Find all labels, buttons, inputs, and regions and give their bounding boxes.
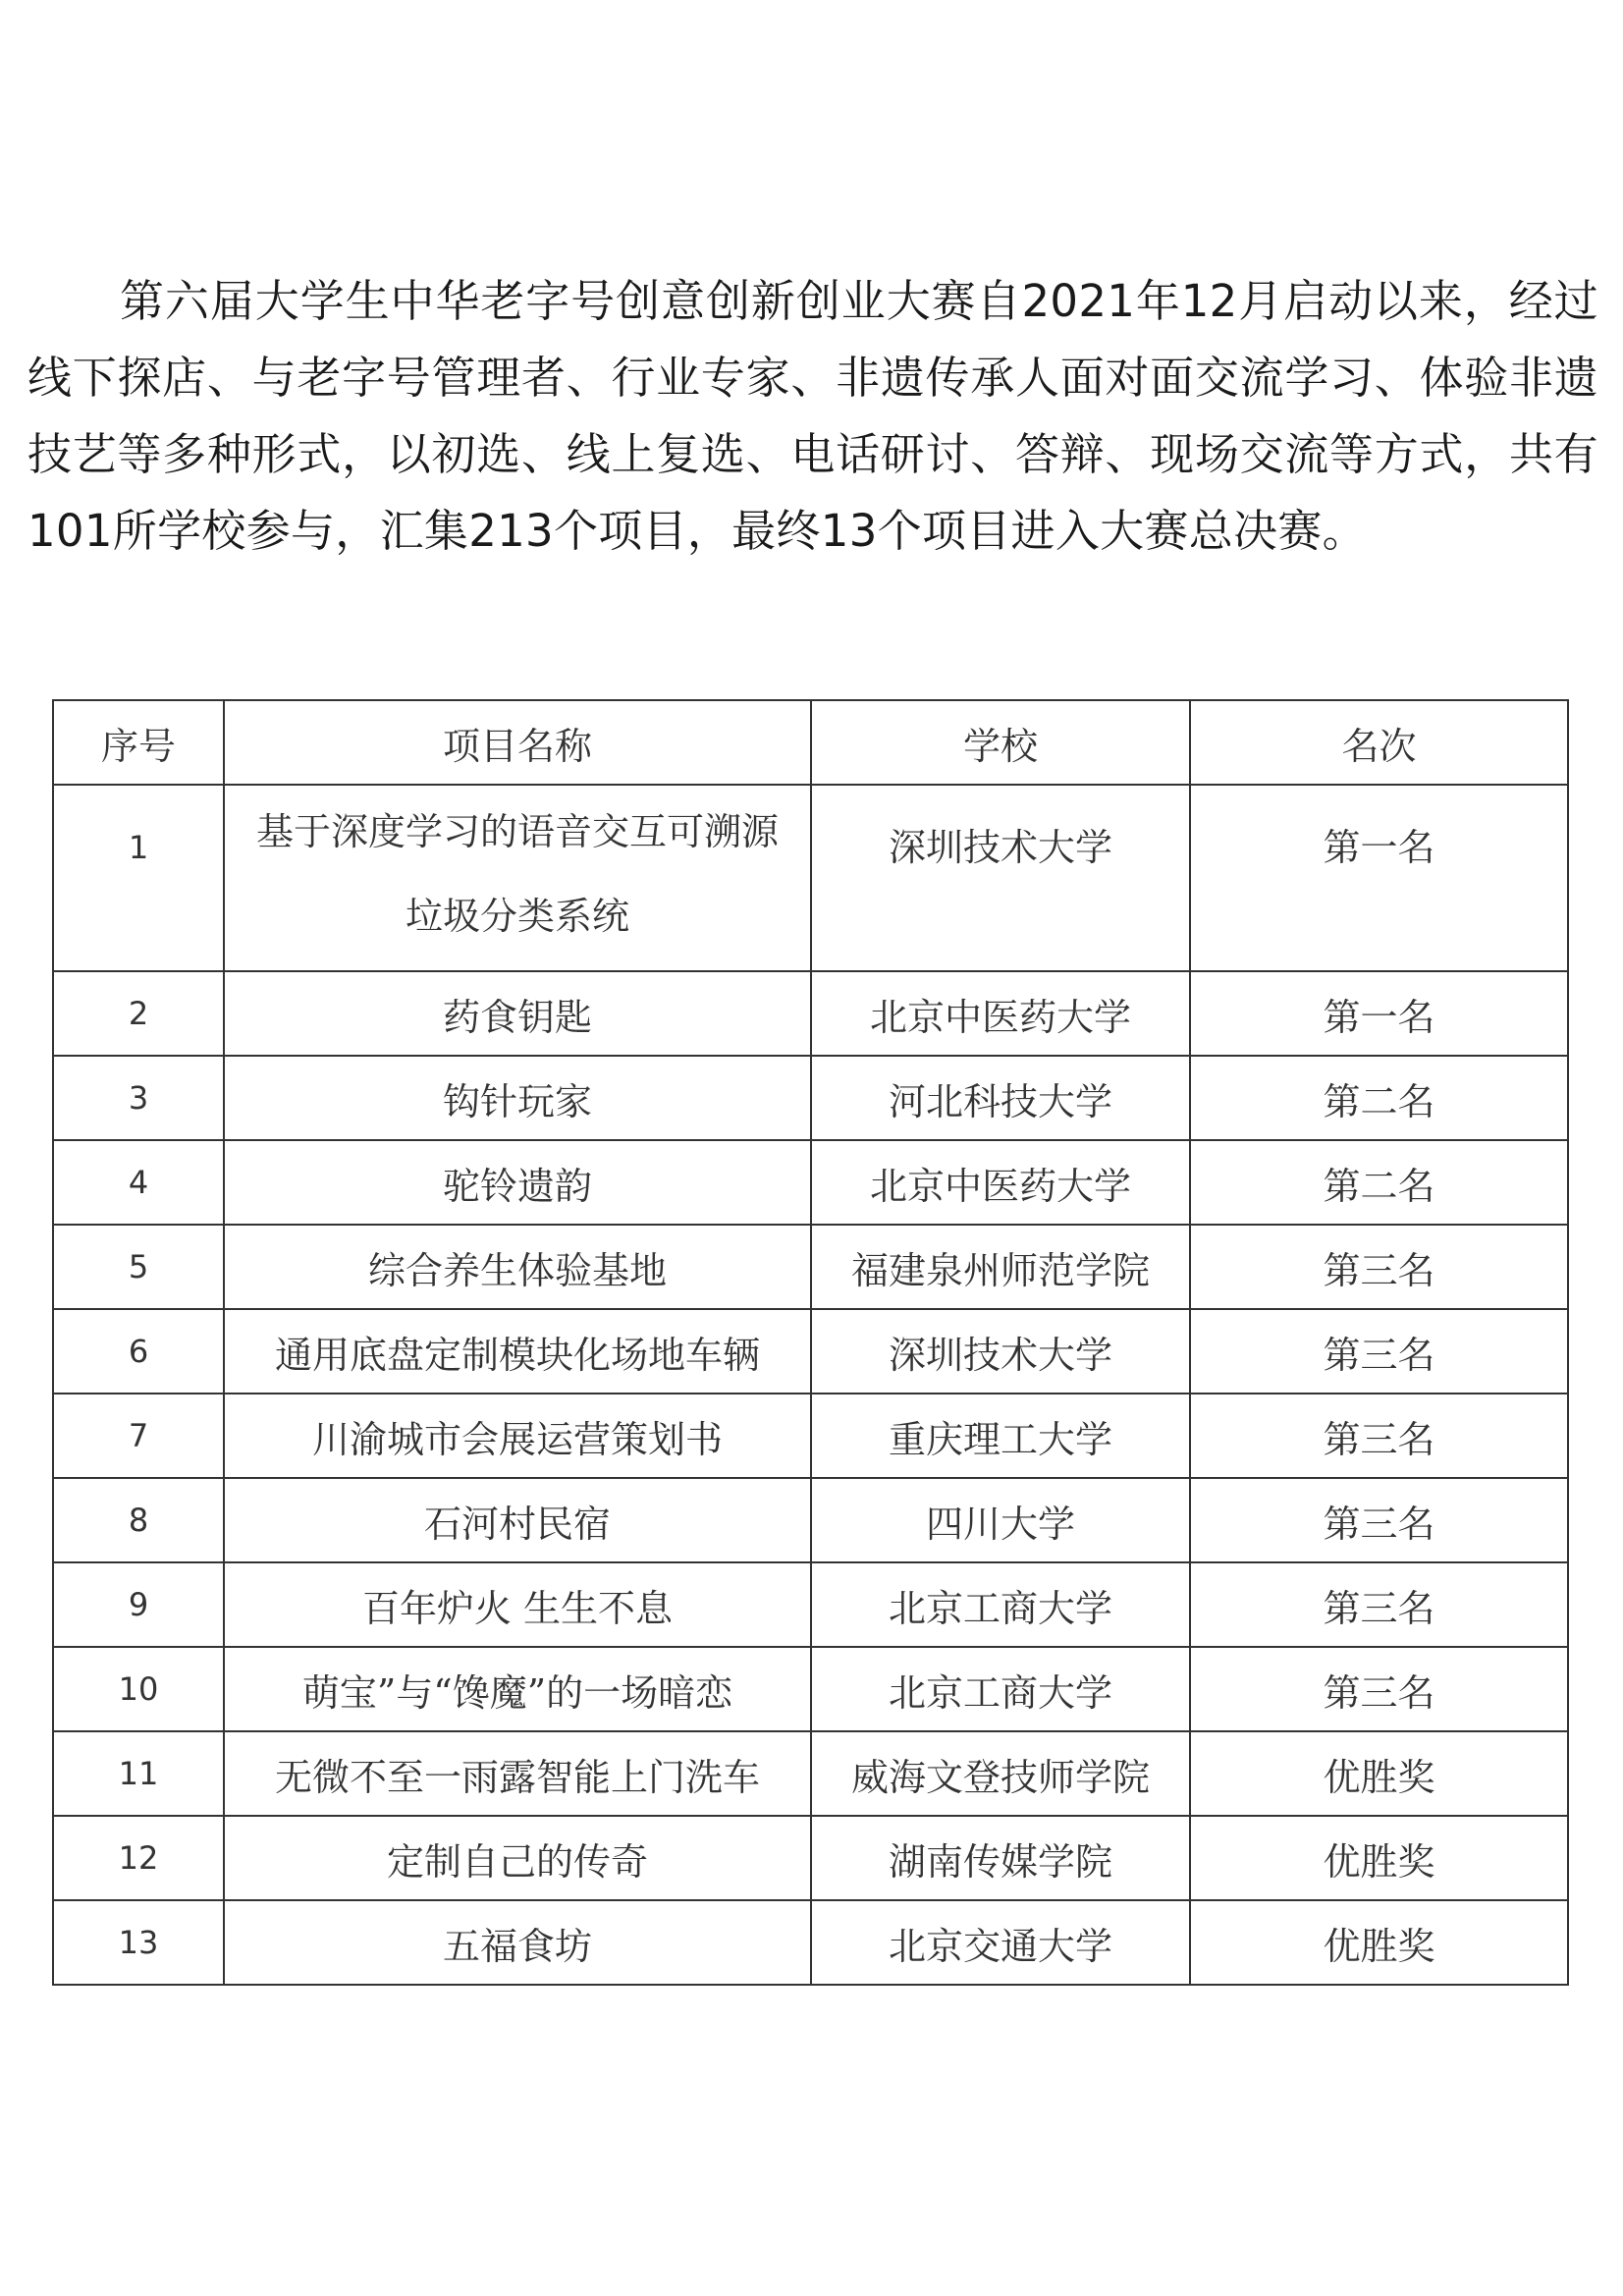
table-row — [53, 1309, 1568, 1394]
header-no: 序号 — [53, 700, 224, 785]
header-project-name: 项目名称 — [224, 700, 811, 785]
cell-project-name: 通用底盘定制模块化场地车辆 — [224, 1309, 811, 1394]
table-row — [53, 1816, 1568, 1900]
cell-project-name: 萌宝”与“馋魔”的一场暗恋 — [224, 1647, 811, 1731]
cell-rank: 优胜奖 — [1190, 1816, 1568, 1900]
cell-no: 12 — [53, 1816, 224, 1900]
cell-project-name: 驼铃遗韵 — [224, 1140, 811, 1225]
header-school: 学校 — [811, 700, 1190, 785]
cell-project-name: 药食钥匙 — [224, 971, 811, 1056]
cell-rank: 第二名 — [1190, 1056, 1568, 1140]
cell-no: 9 — [53, 1562, 224, 1647]
cell-rank: 优胜奖 — [1190, 1900, 1568, 1985]
cell-school: 北京工商大学 — [811, 1562, 1190, 1647]
cell-no: 7 — [53, 1394, 224, 1478]
cell-no: 5 — [53, 1225, 224, 1309]
cell-project-name: 无微不至一雨露智能上门洗车 — [224, 1731, 811, 1816]
intro-paragraph: 第六届大学生中华老字号创意创新创业大赛自2021年12月启动以来，经过线下探店、与老字号管理者、行业专家、非遗传承人面对面交流学习、体验非遗技艺等多种形式，以初选、线上复选、电话研讨、答辩、现场交流等方式，共有101所学校参与，汇集213个项目，最终13个项目进入大赛总决赛。 — [27, 275, 1598, 557]
cell-rank: 第三名 — [1190, 1478, 1568, 1562]
cell-project-name: 百年炉火 生生不息 — [224, 1562, 811, 1647]
cell-rank: 第三名 — [1190, 1394, 1568, 1478]
cell-no: 1 — [53, 785, 224, 971]
header-rank: 名次 — [1190, 700, 1568, 785]
table-row — [53, 1225, 1568, 1309]
cell-school: 四川大学 — [811, 1478, 1190, 1562]
table-row — [53, 1056, 1568, 1140]
cell-school: 深圳技术大学 — [811, 785, 1190, 971]
cell-project-name: 基于深度学习的语音交互可溯源垃圾分类系统 — [224, 785, 811, 971]
cell-rank: 优胜奖 — [1190, 1731, 1568, 1816]
cell-school: 北京中医药大学 — [811, 971, 1190, 1056]
cell-project-name: 川渝城市会展运营策划书 — [224, 1394, 811, 1478]
cell-no: 13 — [53, 1900, 224, 1985]
cell-no: 8 — [53, 1478, 224, 1562]
cell-school: 河北科技大学 — [811, 1056, 1190, 1140]
cell-no: 3 — [53, 1056, 224, 1140]
cell-school: 湖南传媒学院 — [811, 1816, 1190, 1900]
table-row — [53, 1562, 1568, 1647]
cell-no: 2 — [53, 971, 224, 1056]
table-row — [53, 1647, 1568, 1731]
cell-school: 北京工商大学 — [811, 1647, 1190, 1731]
table-header-row — [53, 700, 1568, 785]
cell-rank: 第三名 — [1190, 1562, 1568, 1647]
cell-school: 深圳技术大学 — [811, 1309, 1190, 1394]
cell-no: 10 — [53, 1647, 224, 1731]
cell-no: 6 — [53, 1309, 224, 1394]
cell-rank: 第三名 — [1190, 1309, 1568, 1394]
cell-project-name: 定制自己的传奇 — [224, 1816, 811, 1900]
cell-rank: 第一名 — [1190, 785, 1568, 971]
cell-project-name: 综合养生体验基地 — [224, 1225, 811, 1309]
cell-school: 重庆理工大学 — [811, 1394, 1190, 1478]
cell-rank: 第二名 — [1190, 1140, 1568, 1225]
table-row — [53, 1478, 1568, 1562]
cell-school: 威海文登技师学院 — [811, 1731, 1190, 1816]
cell-school: 北京中医药大学 — [811, 1140, 1190, 1225]
results-table — [52, 699, 1569, 1986]
table-row — [53, 1394, 1568, 1478]
cell-project-name: 石河村民宿 — [224, 1478, 811, 1562]
table-row — [53, 1140, 1568, 1225]
table-row — [53, 1900, 1568, 1985]
cell-project-name: 钩针玩家 — [224, 1056, 811, 1140]
cell-project-name: 五福食坊 — [224, 1900, 811, 1985]
cell-school: 福建泉州师范学院 — [811, 1225, 1190, 1309]
cell-no: 4 — [53, 1140, 224, 1225]
table-row — [53, 1731, 1568, 1816]
cell-rank: 第三名 — [1190, 1647, 1568, 1731]
table-row — [53, 785, 1568, 971]
cell-rank: 第一名 — [1190, 971, 1568, 1056]
table-row — [53, 971, 1568, 1056]
cell-rank: 第三名 — [1190, 1225, 1568, 1309]
cell-no: 11 — [53, 1731, 224, 1816]
cell-school: 北京交通大学 — [811, 1900, 1190, 1985]
